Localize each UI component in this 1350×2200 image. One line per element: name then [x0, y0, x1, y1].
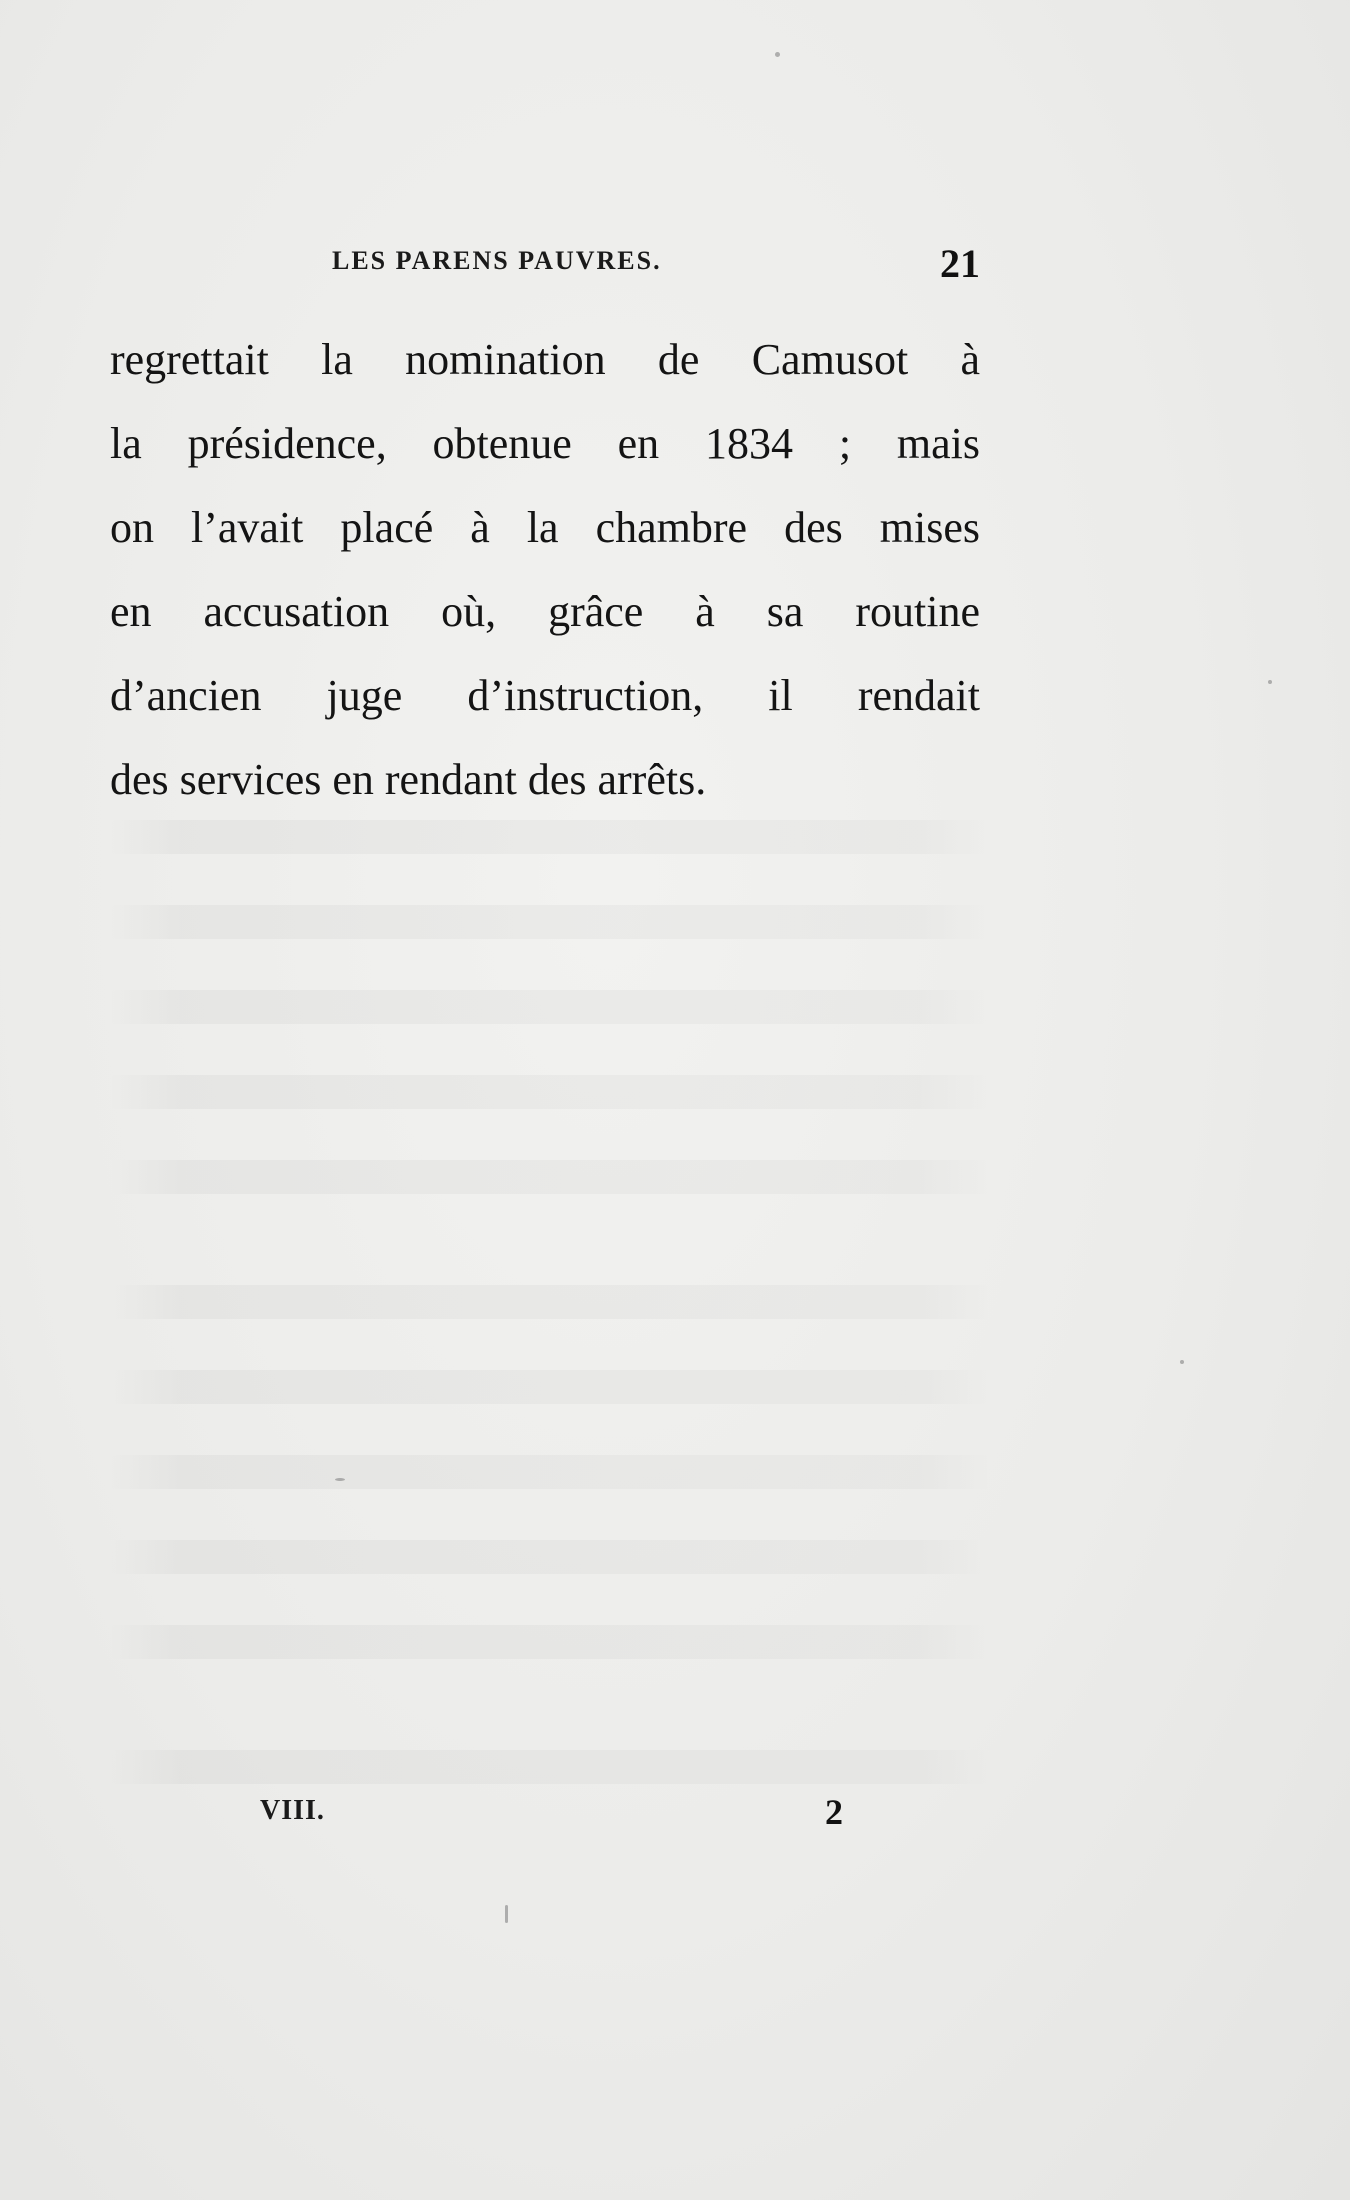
- show-through-line: [110, 990, 990, 1024]
- show-through-line: [110, 1075, 990, 1109]
- text-line: d’ancien juge d’instruction, il rendait: [110, 671, 980, 720]
- show-through-line: [110, 1370, 990, 1404]
- text-line: regrettait la nomination de Camusot à: [110, 335, 980, 384]
- paper-speck: [335, 1478, 345, 1481]
- running-header: [110, 240, 980, 290]
- show-through-line: [110, 1160, 990, 1194]
- show-through-line: [110, 905, 990, 939]
- show-through-line: [110, 1455, 990, 1489]
- show-through-line: [110, 1750, 990, 1784]
- text-line: en accusation où, grâce à sa routine: [110, 587, 980, 636]
- text-line: on l’avait placé à la chambre des mises: [110, 503, 980, 552]
- signature-mark: VIII.: [260, 1795, 325, 1826]
- show-through-line: [110, 1625, 990, 1659]
- signature-number: 2: [825, 1792, 843, 1832]
- show-through-line: [110, 820, 990, 854]
- text-line: des services en rendant des arrêts.: [110, 755, 707, 804]
- body-paragraph: [110, 318, 980, 822]
- paper-speck: [505, 1905, 508, 1923]
- paper-speck: [1180, 1360, 1184, 1364]
- paper-speck: [1268, 680, 1272, 684]
- signature-line: [110, 1792, 980, 1845]
- show-through-line: [110, 1540, 990, 1574]
- paper-speck: [775, 52, 780, 57]
- page-number: 21: [940, 241, 980, 286]
- show-through-line: [110, 1285, 990, 1319]
- running-title: LES PARENS PAUVRES.: [332, 246, 662, 275]
- text-line: la présidence, obtenue en 1834 ; mais: [110, 419, 980, 468]
